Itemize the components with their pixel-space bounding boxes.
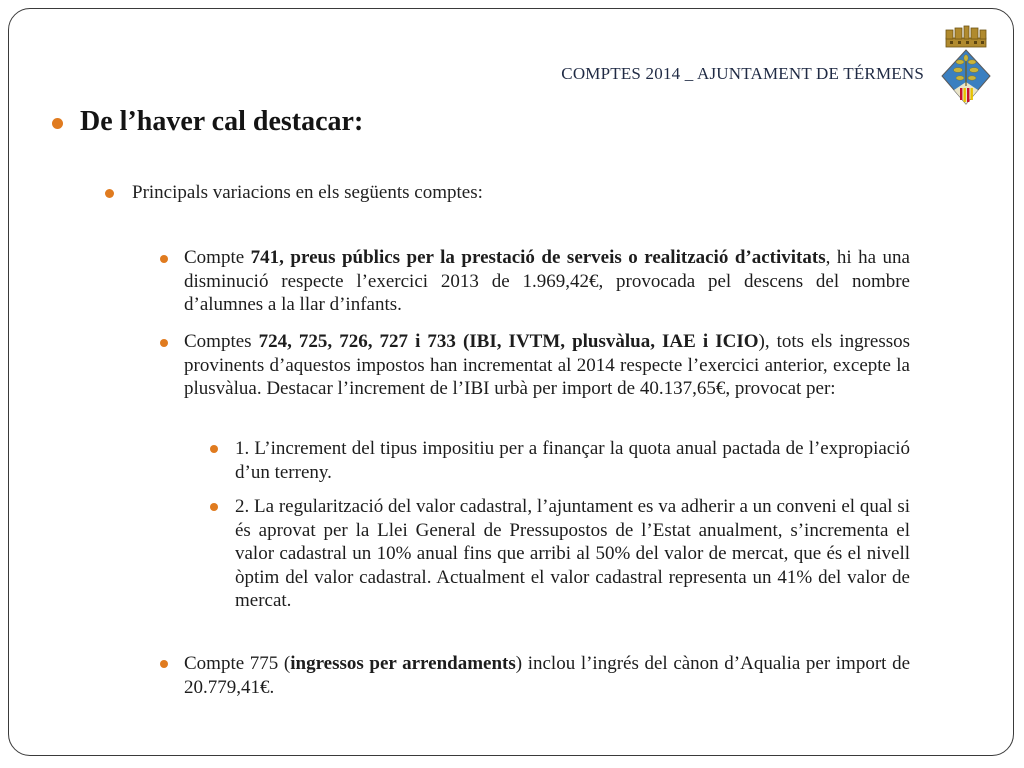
item-text: ) inclou l’ingrés del cànon d’Aqualia per import de 20.779,41€. [184, 653, 910, 698]
page-title: COMPTES 2014 _ AJUNTAMENT DE TÉRMENS [561, 64, 924, 83]
item-text: ), tots els ingressos provinents d’aquestos impostos han incrementat al 2014 respecte l’exercici anterior, excepte la plusvàlua. Destacar l’increment de l’IBI urbà per import de 40.137,65€, provocat per: [184, 331, 911, 399]
bullet-icon [210, 445, 218, 453]
section-heading: De l’haver cal destacar: [80, 106, 364, 137]
list-item [184, 652, 910, 699]
list-item [184, 330, 910, 401]
list-item: 1. L’increment del tipus impositiu per a finançar la quota anual pactada de l’expropiació d’un terreny. [235, 438, 910, 483]
section-subheading: Principals variacions en els següents comptes: [132, 182, 483, 203]
coat-of-arms-icon [940, 24, 992, 110]
item-text: Comptes [184, 331, 259, 352]
item-bold-text: 724, 725, 726, 727 i 733 (IBI, IVTM, plusvàlua, IAE i ICIO [258, 331, 759, 352]
item-text: , hi ha una disminució respecte l’exercici 2013 de 1.969,42€, provocada pel descens del nombre d’alumnes a la llar d’infants. [184, 247, 910, 315]
bullet-icon [160, 660, 168, 668]
bullet-icon [210, 503, 218, 511]
bullet-icon [160, 255, 168, 263]
bullet-icon [160, 339, 168, 347]
item-text: Compte 775 ( [184, 653, 291, 674]
list-item [184, 246, 910, 317]
item-bold-text: 741, preus públics per la prestació de serveis o realització d’activitats [250, 247, 826, 268]
list-item: 2. La regularització del valor cadastral, l’ajuntament es va adherir a un conveni el qual si és aprovat per la Llei General de Pressupostos de l’Estat anualment, s’incrementa el valor cadastral un 10% anual fins que arribi al 50% del valor de mercat, que és el nivell òptim del valor cadastral. Actualment el valor cadastral representa un 41% del valor de mercat. [235, 496, 910, 611]
item-bold-text: ingressos per arrendaments [290, 653, 516, 674]
bullet-icon [105, 189, 114, 198]
item-text: Compte [184, 247, 251, 268]
bullet-icon [52, 118, 63, 129]
